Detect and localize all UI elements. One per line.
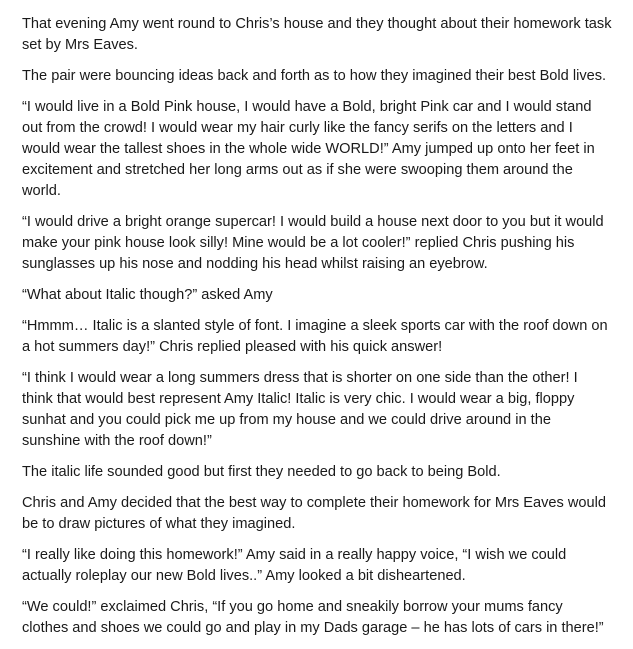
paragraph-9: Chris and Amy decided that the best way to complete their homework for Mrs Eaves would be to draw pictures of what they imagined.	[22, 495, 607, 532]
paragraph-10: “I really like doing this homework!” Amy said in a really happy voice, “I wish we could actually roleplay our new Bold lives..” Amy looked a bit disheartened.	[22, 547, 567, 584]
document-body	[22, 14, 612, 649]
paragraph-2: The pair were bouncing ideas back and forth as to how they imagined their best Bold lives.	[22, 68, 607, 84]
paragraph-8: The italic life sounded good but first they needed to go back to being Bold.	[22, 464, 501, 480]
paragraph-6: “Hmmm… Italic is a slanted style of font. I imagine a sleek sports car with the roof down on a hot summers day!” Chris replied pleased with his quick answer!	[22, 318, 608, 355]
paragraph-4: “I would drive a bright orange supercar! I would build a house next door to you but it would make your pink house look silly! Mine would be a lot cooler!” replied Chris pushing his sunglasses up his nose and nodding his head whilst raising an eyebrow.	[22, 214, 604, 272]
paragraph-7: “I think I would wear a long summers dress that is shorter on one side than the other! I think that would best represent Amy Italic! Italic is very chic. I would wear a big, floppy sunhat and you could pick me up from my house and we could drive around in the sunshine with the roof down!”	[22, 370, 578, 449]
paragraph-1: That evening Amy went round to Chris’s house and they thought about their homework task set by Mrs Eaves.	[22, 16, 612, 53]
paragraph-5: “What about Italic though?” asked Amy	[22, 287, 273, 303]
paragraph-3: “I would live in a Bold Pink house, I would have a Bold, bright Pink car and I would stand out from the crowd! I would wear my hair curly like the fancy serifs on the letters and I would wear the tallest shoes in the whole wide WORLD!” Amy jumped up onto her feet in excitement and stretched her long arms out as if she were swooping them around the world.	[22, 99, 595, 199]
paragraph-11: “We could!” exclaimed Chris, “If you go home and sneakily borrow your mums fancy clothes and shoes we could go and play in my Dads garage – he has lots of cars in there!”	[22, 599, 604, 636]
